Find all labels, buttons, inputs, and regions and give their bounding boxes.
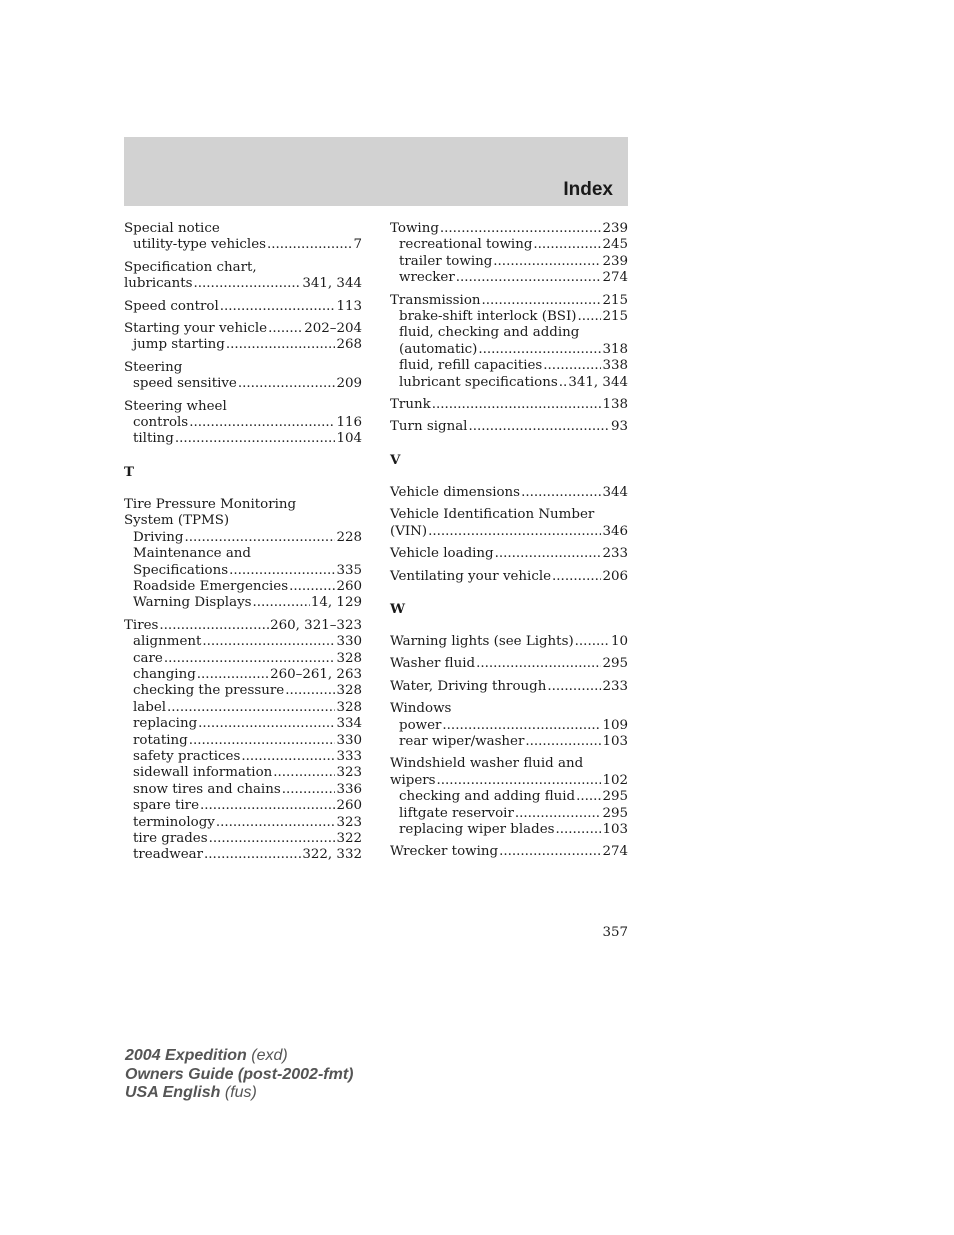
index-subentry — [390, 358, 628, 374]
entry-term: Ventilating your vehicle — [390, 568, 552, 584]
entry-term: Trunk — [390, 397, 431, 413]
entry-page-ref: 335 — [336, 562, 362, 578]
index-entry — [124, 618, 362, 864]
dot-leader — [482, 293, 602, 309]
entry-term: (VIN) — [390, 523, 428, 539]
index-subentry — [124, 683, 362, 699]
index-subentry — [390, 822, 628, 838]
index-entry-line — [390, 507, 628, 523]
entry-term: System (TPMS) — [124, 513, 230, 529]
entry-term: rotating — [133, 732, 188, 748]
document-footer — [125, 1047, 353, 1103]
entry-page-ref: 209 — [336, 376, 362, 392]
index-entry-line — [390, 485, 628, 501]
dot-leader — [432, 397, 602, 413]
entry-page-ref: 233 — [602, 678, 628, 694]
index-subentry — [390, 718, 628, 734]
entry-term: Starting your vehicle — [124, 321, 268, 337]
dot-leader — [282, 782, 336, 798]
entry-page-ref: 334 — [336, 716, 362, 732]
index-subentry — [390, 270, 628, 286]
entry-page-ref: 341, 344 — [568, 374, 628, 390]
index-entry-line — [390, 679, 628, 695]
entry-page-ref: 10 — [610, 633, 628, 649]
dot-leader — [543, 358, 601, 374]
dot-leader — [238, 376, 336, 392]
index-entry — [124, 360, 362, 393]
entry-term: (automatic) — [399, 341, 478, 357]
entry-page-ref: 274 — [602, 270, 628, 286]
entry-term: terminology — [133, 814, 215, 830]
entry-page-ref: 295 — [602, 656, 628, 672]
index-entry — [124, 321, 362, 354]
footer-model: 2004 Expedition — [125, 1047, 247, 1064]
index-entry — [390, 397, 628, 413]
entry-page-ref: 206 — [602, 568, 628, 584]
index-entry-line — [390, 656, 628, 672]
entry-page-ref: 323 — [336, 814, 362, 830]
index-entry-line — [390, 773, 628, 789]
entry-page-ref: 239 — [602, 221, 628, 236]
entry-page-ref: 336 — [336, 781, 362, 797]
entry-term: jump starting — [133, 337, 225, 353]
entry-term: Speed control — [124, 298, 219, 314]
entry-term: trailer towing — [399, 253, 493, 269]
dot-leader — [476, 656, 601, 672]
dot-leader — [197, 667, 269, 683]
dot-leader — [202, 634, 335, 650]
entry-page-ref: 274 — [602, 844, 628, 860]
index-subentry — [124, 765, 362, 781]
index-entry — [390, 569, 628, 585]
index-letter-heading: T — [124, 463, 134, 480]
index-entry-line — [124, 513, 362, 529]
entry-term: Vehicle Identification Number — [390, 507, 595, 523]
dot-leader — [456, 270, 602, 286]
dot-leader — [189, 415, 335, 431]
entry-term: power — [399, 717, 442, 733]
footer-guide: Owners Guide (post-2002-fmt) — [125, 1065, 354, 1083]
dot-leader — [499, 844, 601, 860]
entry-page-ref: 322, 332 — [302, 847, 362, 863]
index-subentry — [390, 254, 628, 270]
dot-leader — [175, 431, 336, 447]
dot-leader — [495, 546, 602, 562]
index-subentry — [124, 716, 362, 732]
index-entry — [390, 546, 628, 562]
dot-leader — [189, 733, 336, 749]
dot-leader — [525, 734, 601, 750]
entry-page-ref: 7 — [353, 237, 362, 253]
entry-page-ref: 245 — [602, 237, 628, 253]
index-subentry — [390, 806, 628, 822]
entry-term: checking the pressure — [133, 683, 285, 699]
entry-term: Vehicle loading — [390, 546, 494, 562]
entry-term: Vehicle dimensions — [390, 484, 521, 500]
dot-leader — [468, 419, 609, 435]
index-entry-line — [124, 360, 362, 376]
entry-term: changing — [133, 666, 196, 682]
dot-leader — [289, 579, 335, 595]
index-entry-line — [390, 546, 628, 562]
dot-leader — [493, 254, 601, 270]
entry-term: Specifications — [133, 562, 229, 578]
dot-leader — [547, 679, 601, 695]
entry-page-ref: 103 — [602, 821, 628, 837]
index-subentry — [124, 337, 362, 353]
index-subentry — [124, 847, 362, 863]
index-entry — [390, 419, 628, 435]
entry-term: fluid, checking and adding — [399, 325, 580, 341]
index-entry-line — [124, 260, 362, 276]
index-entry-line — [124, 321, 362, 337]
dot-leader — [437, 773, 602, 789]
entry-term: lubricants — [124, 276, 193, 292]
dot-leader — [273, 765, 335, 781]
entry-page-ref: 233 — [602, 546, 628, 562]
page-number: 357 — [602, 925, 628, 940]
entry-term: wipers — [390, 772, 436, 788]
dot-leader — [533, 237, 601, 253]
entry-term: Special notice — [124, 221, 220, 236]
index-subentry — [124, 415, 362, 431]
entry-page-ref: 93 — [610, 419, 628, 435]
index-entry — [124, 299, 362, 315]
dot-leader — [220, 299, 336, 315]
index-entry-line — [390, 397, 628, 413]
index-subentry — [124, 831, 362, 847]
dot-leader — [167, 700, 335, 716]
entry-term: recreational towing — [399, 237, 533, 253]
index-entry-line — [124, 618, 362, 634]
entry-page-ref: 138 — [602, 397, 628, 413]
entry-term: Warning lights (see Lights) — [390, 633, 574, 649]
footer-line-3 — [125, 1084, 353, 1103]
index-subentry — [124, 634, 362, 650]
entry-term: tilting — [133, 431, 174, 447]
footer-model-code: (exd) — [251, 1047, 288, 1064]
dot-leader — [521, 485, 601, 501]
dot-leader — [253, 595, 310, 611]
index-entry — [124, 497, 362, 612]
index-subentry — [390, 237, 628, 253]
entry-page-ref: 344 — [602, 484, 628, 500]
dot-leader — [268, 321, 303, 337]
index-letter-heading: W — [390, 600, 406, 617]
dot-leader — [229, 563, 335, 579]
entry-term: Towing — [390, 221, 439, 236]
index-entry — [124, 260, 362, 293]
entry-page-ref: 330 — [336, 634, 362, 650]
index-subentry — [124, 815, 362, 831]
entry-term: alignment — [133, 634, 202, 650]
entry-page-ref: 104 — [336, 431, 362, 447]
index-column-left — [124, 221, 362, 870]
index-entry — [390, 656, 628, 672]
dot-leader — [204, 847, 301, 863]
index-subentry — [124, 700, 362, 716]
entry-page-ref: 116 — [336, 415, 362, 431]
entry-page-ref: 260 — [336, 578, 362, 594]
entry-term: treadwear — [133, 847, 204, 863]
dot-leader — [428, 524, 601, 540]
entry-page-ref: 260, 321–323 — [270, 617, 362, 633]
entry-page-ref: 328 — [336, 699, 362, 715]
dot-leader — [209, 831, 336, 847]
index-entry — [390, 507, 628, 540]
entry-term: Water, Driving through — [390, 678, 547, 694]
dot-leader — [515, 806, 602, 822]
index-entry — [390, 756, 628, 838]
entry-term: wrecker — [399, 270, 455, 286]
entry-term: Transmission — [390, 292, 481, 308]
entry-term: tire grades — [133, 831, 208, 846]
entry-term: controls — [133, 415, 189, 431]
index-entry — [390, 701, 628, 750]
index-entry — [124, 221, 362, 254]
entry-page-ref: 346 — [602, 523, 628, 539]
dot-leader — [226, 337, 336, 353]
dot-leader — [552, 569, 601, 585]
entry-term: Steering wheel — [124, 398, 227, 414]
entry-page-ref: 202–204 — [304, 321, 362, 337]
dot-leader — [184, 530, 335, 546]
dot-leader — [200, 798, 335, 814]
index-subentry — [390, 375, 628, 391]
index-entry-line — [390, 221, 628, 237]
index-entry — [390, 679, 628, 695]
entry-term: Specification chart, — [124, 259, 257, 275]
entry-term: utility-type vehicles — [133, 237, 266, 253]
page-title: Index — [563, 179, 613, 200]
footer-line-1 — [125, 1047, 353, 1066]
index-entry-line — [124, 221, 362, 237]
entry-term: Windshield washer fluid and — [390, 756, 584, 772]
index-entry — [390, 634, 628, 650]
entry-page-ref: 215 — [602, 292, 628, 308]
dot-leader — [285, 683, 335, 699]
entry-page-ref: 341, 344 — [302, 276, 362, 292]
entry-term: Tire Pressure Monitoring — [124, 496, 297, 512]
index-entry-line — [124, 276, 362, 292]
entry-term: spare tire — [133, 798, 199, 814]
entry-page-ref: 215 — [602, 309, 628, 325]
entry-term: sidewall information — [133, 765, 273, 781]
dot-leader — [164, 651, 336, 667]
index-entry-line — [390, 634, 628, 650]
entry-page-ref: 330 — [336, 732, 362, 748]
entry-term: speed sensitive — [133, 376, 237, 392]
entry-term: Driving — [133, 529, 184, 545]
index-entry-line — [390, 756, 628, 772]
index-subentry — [124, 579, 362, 595]
index-subentry — [124, 546, 362, 562]
entry-term: rear wiper/washer — [399, 733, 525, 749]
entry-term: Steering — [124, 359, 183, 375]
index-subentry — [124, 376, 362, 392]
entry-page-ref: 239 — [602, 253, 628, 269]
index-subentry — [390, 309, 628, 325]
dot-leader — [478, 342, 601, 358]
index-entry-line — [124, 399, 362, 415]
entry-page-ref: 268 — [336, 337, 362, 353]
index-subentry — [390, 325, 628, 341]
index-subentry — [124, 733, 362, 749]
index-entry-line — [390, 701, 628, 717]
index-entry — [390, 293, 628, 391]
entry-page-ref: 333 — [336, 748, 362, 764]
entry-term: snow tires and chains — [133, 781, 281, 797]
index-entry — [124, 399, 362, 448]
entry-term: Turn signal — [390, 419, 468, 435]
index-entry — [390, 844, 628, 860]
entry-term: Maintenance and — [133, 546, 251, 562]
entry-page-ref: 228 — [336, 529, 362, 545]
index-subentry — [124, 530, 362, 546]
header-band — [124, 137, 628, 206]
entry-term: Washer fluid — [390, 656, 476, 672]
entry-term: Warning Displays — [133, 595, 252, 611]
dot-leader — [159, 618, 269, 634]
entry-page-ref: 318 — [602, 341, 628, 357]
entry-term: care — [133, 650, 163, 666]
entry-term: fluid, refill capacities — [399, 358, 543, 374]
entry-page-ref: 14, 129 — [310, 595, 362, 611]
entry-page-ref: 109 — [602, 717, 628, 733]
footer-language: USA English — [125, 1084, 221, 1101]
entry-term: liftgate reservoir — [399, 805, 514, 821]
entry-page-ref: 113 — [336, 298, 362, 314]
entry-page-ref: 260 — [336, 798, 362, 814]
index-subentry — [390, 734, 628, 750]
entry-term: brake-shift interlock (BSI) — [399, 309, 577, 325]
dot-leader — [267, 237, 352, 253]
index-entry-line — [124, 299, 362, 315]
dot-leader — [198, 716, 335, 732]
footer-language-code: (fus) — [224, 1084, 257, 1101]
entry-page-ref: 323 — [336, 765, 362, 781]
entry-page-ref: 260–261, 263 — [270, 666, 362, 682]
entry-term: replacing wiper blades — [399, 821, 555, 837]
dot-leader — [442, 718, 601, 734]
index-subentry — [124, 798, 362, 814]
dot-leader — [241, 749, 335, 765]
index-subentry — [390, 342, 628, 358]
index-entry-line — [390, 524, 628, 540]
entry-term: safety practices — [133, 748, 241, 764]
entry-term: Windows — [390, 701, 452, 717]
index-letter-heading: V — [390, 451, 401, 468]
entry-page-ref: 328 — [336, 650, 362, 666]
index-subentry — [124, 651, 362, 667]
entry-term: lubricant specifications — [399, 374, 558, 390]
index-column-right — [390, 221, 628, 867]
entry-term: checking and adding fluid — [399, 789, 576, 805]
index-entry-line — [390, 569, 628, 585]
entry-page-ref: 322 — [336, 831, 362, 846]
index-subentry — [124, 782, 362, 798]
dot-leader — [575, 634, 610, 650]
dot-leader — [559, 375, 568, 391]
index-subentry — [124, 237, 362, 253]
dot-leader — [556, 822, 602, 838]
index-entry — [390, 485, 628, 501]
index-entry-line — [390, 419, 628, 435]
entry-term: Roadside Emergencies — [133, 578, 289, 594]
index-subentry — [124, 563, 362, 579]
index-subentry — [124, 749, 362, 765]
index-entry-line — [390, 844, 628, 860]
entry-page-ref: 328 — [336, 683, 362, 699]
entry-term: replacing — [133, 716, 198, 732]
index-subentry — [124, 595, 362, 611]
entry-page-ref: 295 — [602, 805, 628, 821]
index-subentry — [390, 789, 628, 805]
index-entry — [390, 221, 628, 287]
entry-page-ref: 338 — [602, 358, 628, 374]
index-entry-line — [390, 293, 628, 309]
index-entry-line — [124, 497, 362, 513]
entry-page-ref: 102 — [602, 772, 628, 788]
dot-leader — [216, 815, 336, 831]
dot-leader — [194, 276, 302, 292]
dot-leader — [577, 309, 601, 325]
dot-leader — [576, 789, 601, 805]
index-subentry — [124, 431, 362, 447]
entry-term: Tires — [124, 617, 159, 633]
dot-leader — [440, 221, 602, 237]
entry-page-ref: 295 — [602, 789, 628, 805]
entry-term: Wrecker towing — [390, 844, 499, 860]
index-subentry — [124, 667, 362, 683]
entry-term: label — [133, 699, 167, 715]
footer-line-2 — [125, 1066, 353, 1085]
entry-page-ref: 103 — [602, 733, 628, 749]
